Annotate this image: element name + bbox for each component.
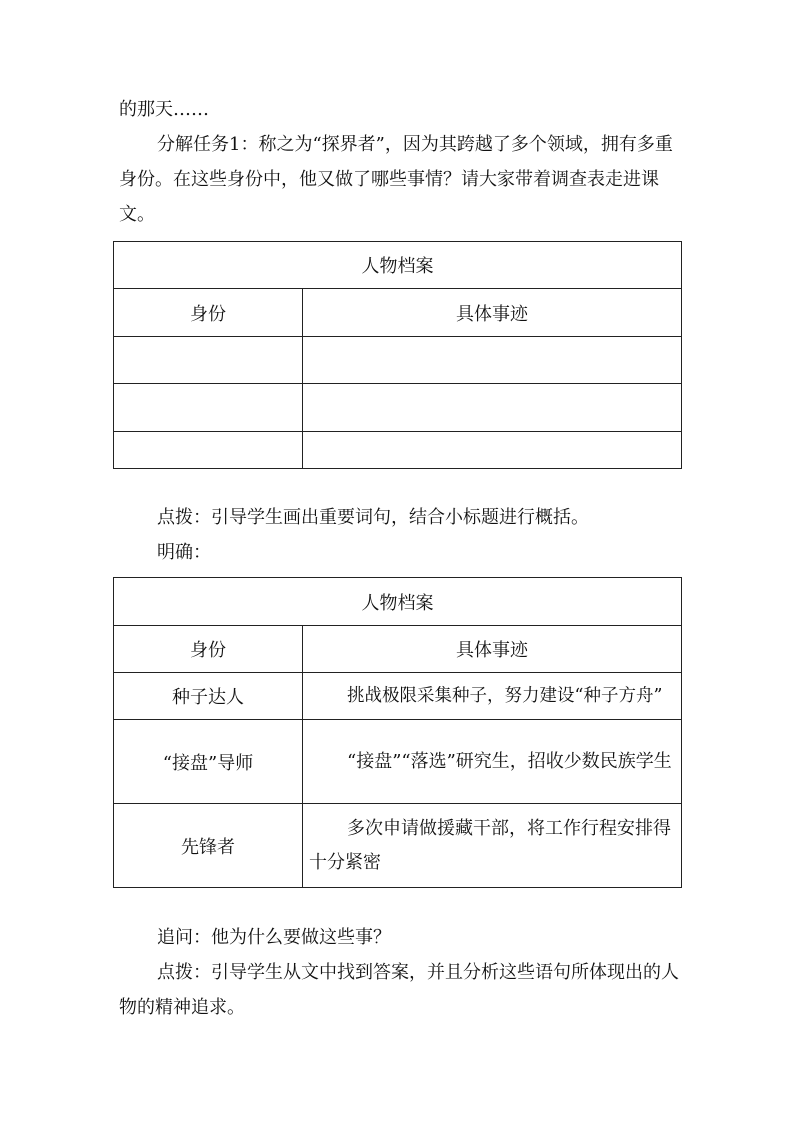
table-title: 人物档案 xyxy=(114,578,682,626)
profile-table-answer xyxy=(113,577,682,888)
identity-cell: 种子达人 xyxy=(114,673,303,720)
identity-cell xyxy=(114,337,303,384)
deeds-cell: “接盘”“落选”研究生，招收少数民族学生 xyxy=(303,720,682,804)
text-continuation: 的那天…… xyxy=(119,99,209,120)
table-title: 人物档案 xyxy=(114,242,682,289)
deeds-cell xyxy=(303,384,682,432)
question-paragraph: 追问：他为什么要做这些事？ xyxy=(157,927,391,948)
header-identity: 身份 xyxy=(114,289,303,337)
profile-table-blank xyxy=(113,241,682,469)
header-identity: 身份 xyxy=(114,626,303,673)
header-deeds: 具体事迹 xyxy=(303,626,682,673)
identity-cell: 先锋者 xyxy=(114,804,303,888)
deeds-cell xyxy=(303,337,682,384)
identity-cell xyxy=(114,432,303,469)
deeds-cell: 挑战极限采集种子，努力建设“种子方舟” xyxy=(303,673,682,720)
identity-cell xyxy=(114,384,303,432)
header-deeds: 具体事迹 xyxy=(303,289,682,337)
identity-cell: “接盘”导师 xyxy=(114,720,303,804)
task-paragraph: 分解任务1：称之为“探界者”，因为其跨越了多个领域，拥有多重身份。在这些身份中，他又做了哪些事情？请大家带着调查表走进课文。 xyxy=(119,134,673,225)
deeds-cell: 多次申请做援藏干部，将工作行程安排得十分紧密 xyxy=(303,804,682,888)
hint-paragraph-2: 点拨：引导学生从文中找到答案，并且分析这些语句所体现出的人物的精神追求。 xyxy=(119,962,679,1018)
answer-label: 明确： xyxy=(157,542,211,563)
hint-paragraph: 点拨：引导学生画出重要词句，结合小标题进行概括。 xyxy=(157,507,589,528)
deeds-cell xyxy=(303,432,682,469)
